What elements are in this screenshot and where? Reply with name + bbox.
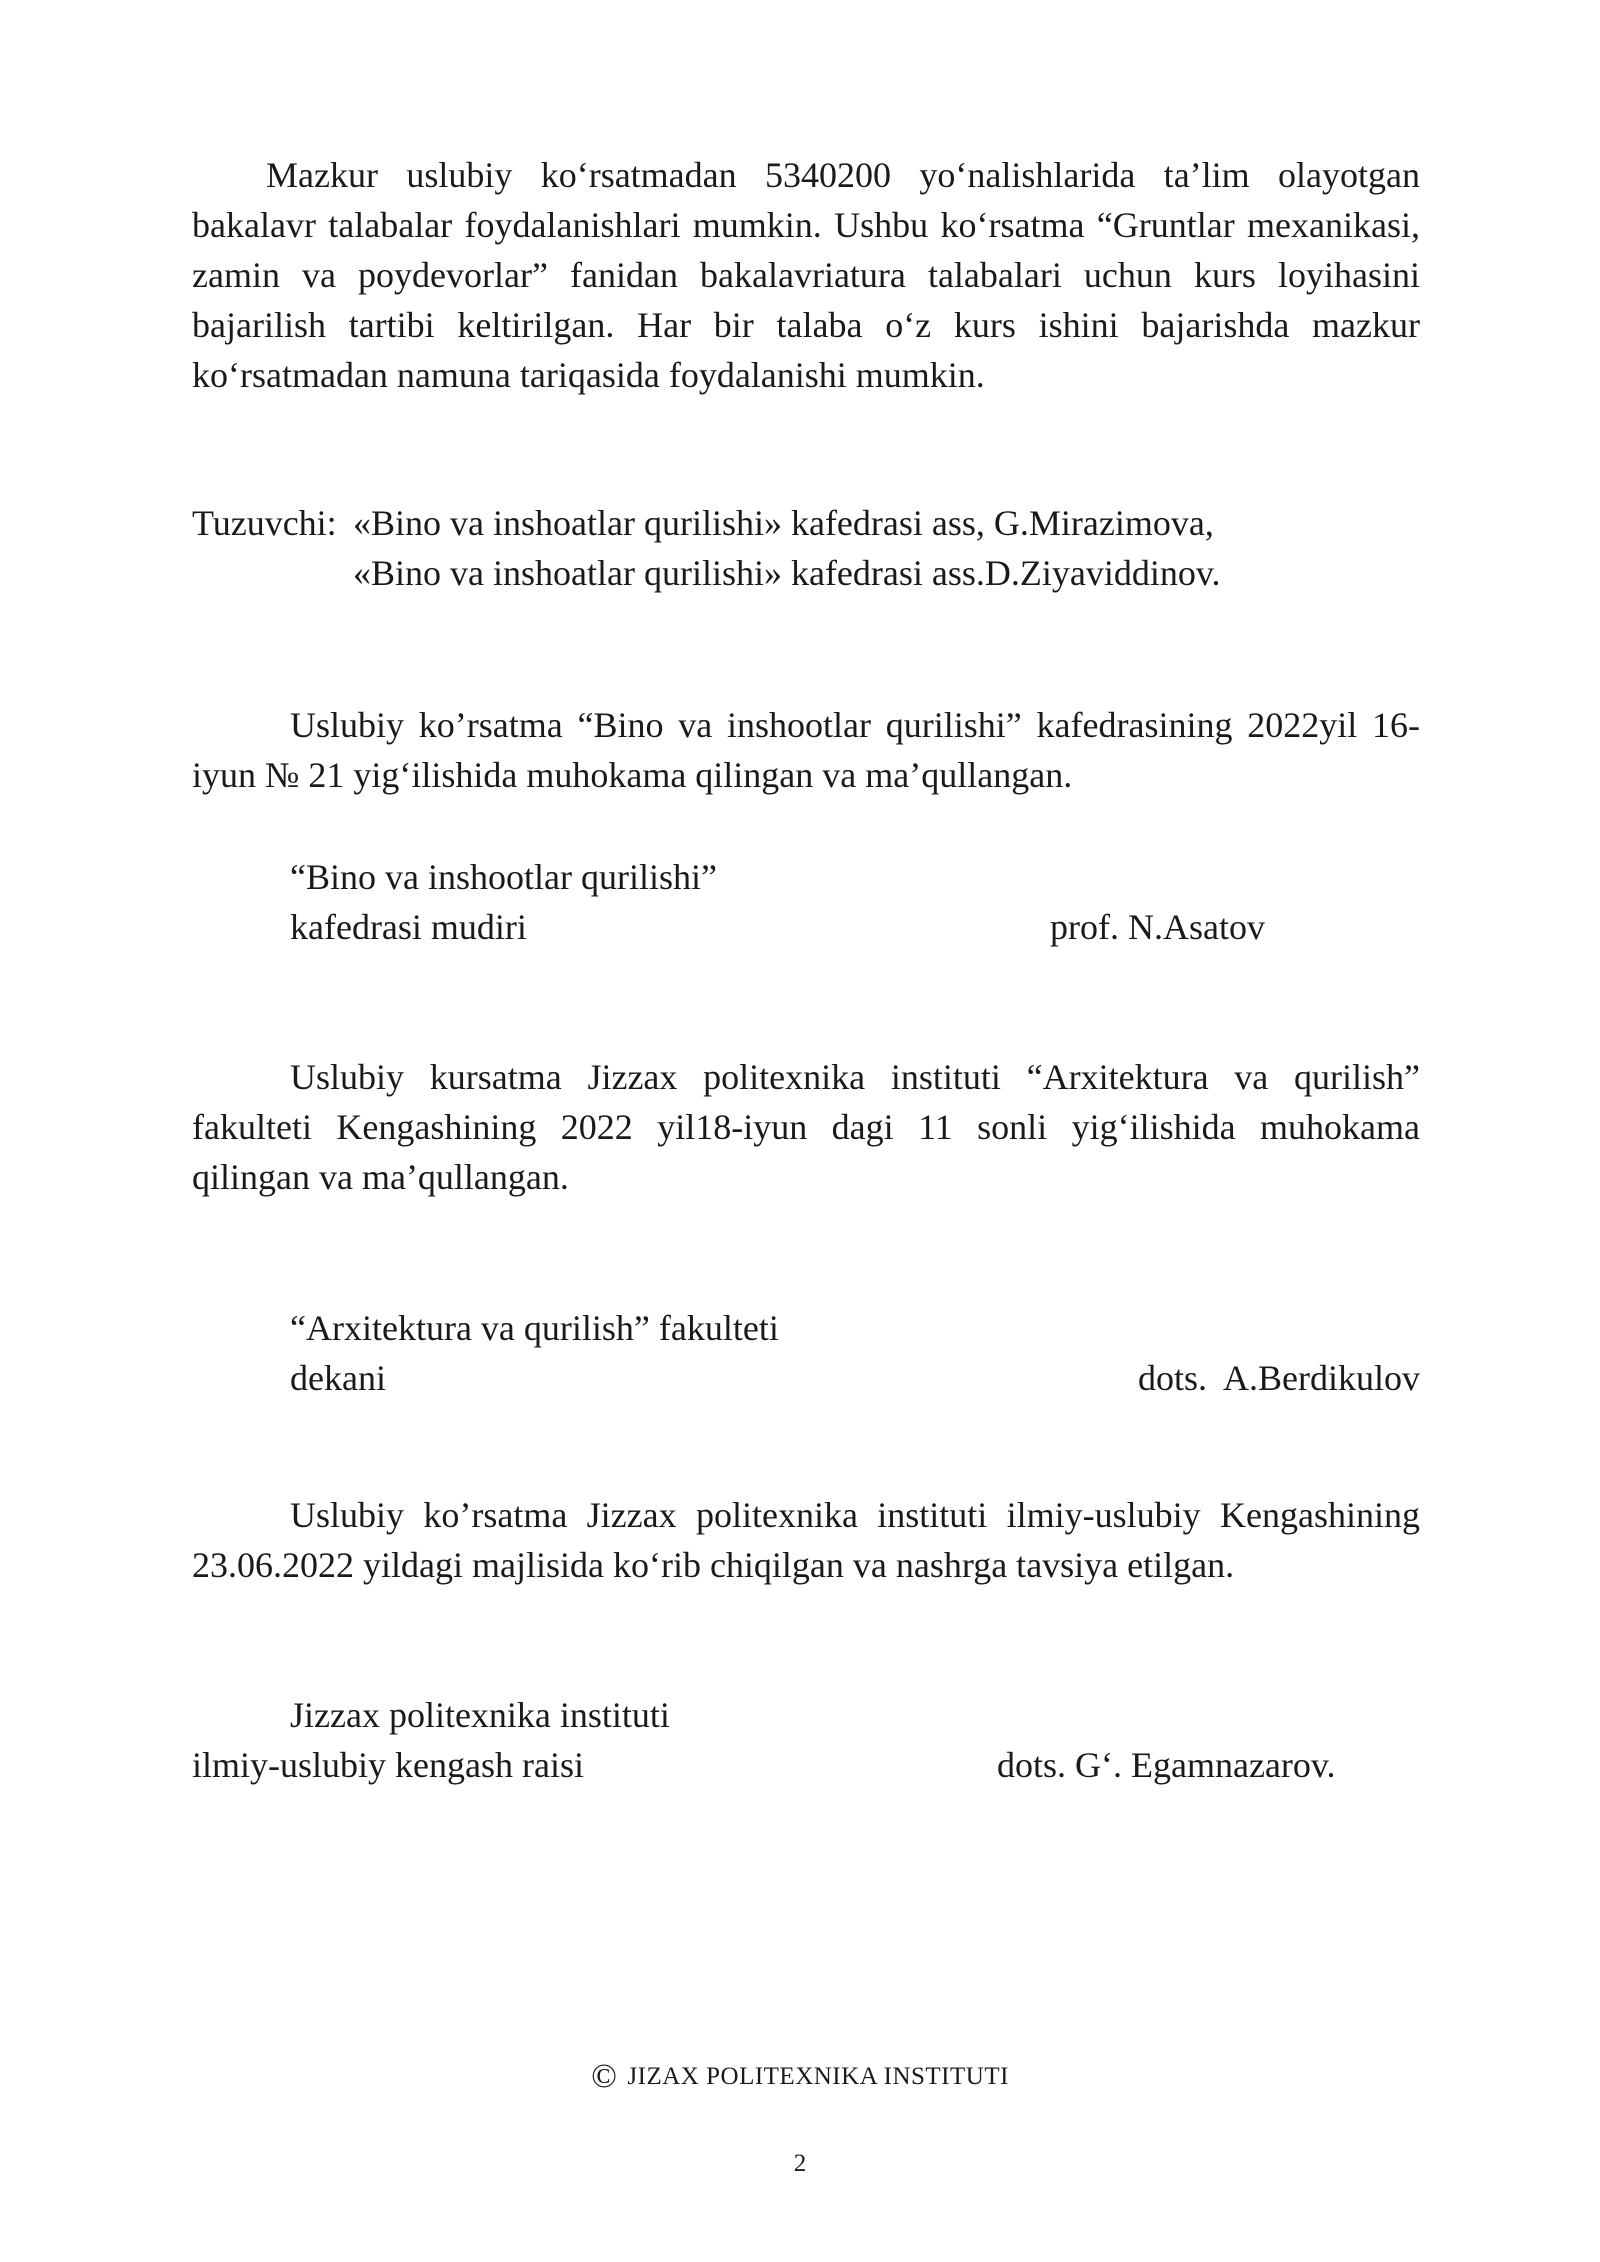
authors-label: Tuzuvchi:	[192, 503, 337, 543]
copyright-footer	[0, 2058, 1600, 2096]
signature-council-name: dots. G‘. Egamnazarov.	[997, 1745, 1336, 1785]
approval-department-paragraph: Uslubiy ko’rsatma “Bino va inshootlar qurilishi” kafedrasining 2022yil 16-iyun № 21 yig‘ilishida muhokama qilingan va ma’qullangan.	[192, 705, 1420, 795]
signature-council-line-2: ilmiy-uslubiy kengash raisi	[192, 1745, 584, 1785]
footer-text: JIZAX POLITEXNIKA INSTITUTI	[627, 2063, 1009, 2090]
intro-paragraph: Mazkur uslubiy ko‘rsatmadan 5340200 yo‘nalishlarida ta’lim olayotgan bakalavr talabalar foydalanishlari mumkin. Ushbu ko‘rsatma “Gruntlar mexanikasi, zamin va poydevorlar” fanidan bakalavriatura talabalari uchun kurs loyihasini bajarilish tartibi keltirilgan. Har bir talaba o‘z kurs ishini bajarishda mazkur ko‘rsatmadan namuna tariqasida foydalanishi mumkin.	[192, 155, 1420, 395]
approval-council-paragraph: Uslubiy ko’rsatma Jizzax politexnika instituti ilmiy-uslubiy Kengashining 23.06.2022 yildagi majlisida ko‘rib chiqilgan va nashrga tavsiya etilgan.	[192, 1495, 1420, 1585]
page-number: 2	[793, 2150, 807, 2177]
signature-faculty-line-2: dekani	[290, 1358, 386, 1398]
approval-faculty-paragraph: Uslubiy kursatma Jizzax politexnika instituti “Arxitektura va qurilish” fakulteti Kengashining 2022 yil18-iyun dagi 11 sonli yig‘ilishida muhokama qilingan va ma’qullangan.	[192, 1057, 1420, 1197]
signature-faculty-name: dots. A.Berdikulov	[1137, 1358, 1420, 1398]
signature-department-line-2: kafedrasi mudiri	[290, 907, 527, 947]
signature-council-line-1: Jizzax politexnika instituti	[290, 1695, 670, 1735]
author-line-2: «Bino va inshoatlar qurilishi» kafedrasi ass.D.Ziyaviddinov.	[353, 553, 1221, 593]
signature-department-name: prof. N.Asatov	[1050, 907, 1265, 947]
signature-faculty-line-1: “Arxitektura va qurilish” fakulteti	[290, 1308, 779, 1348]
signature-department-line-1: “Bino va inshootlar qurilishi”	[290, 857, 717, 897]
author-line-1: «Bino va inshoatlar qurilishi» kafedrasi ass, G.Mirazimova,	[353, 503, 1214, 543]
copyright-icon: ©	[591, 2058, 618, 2095]
